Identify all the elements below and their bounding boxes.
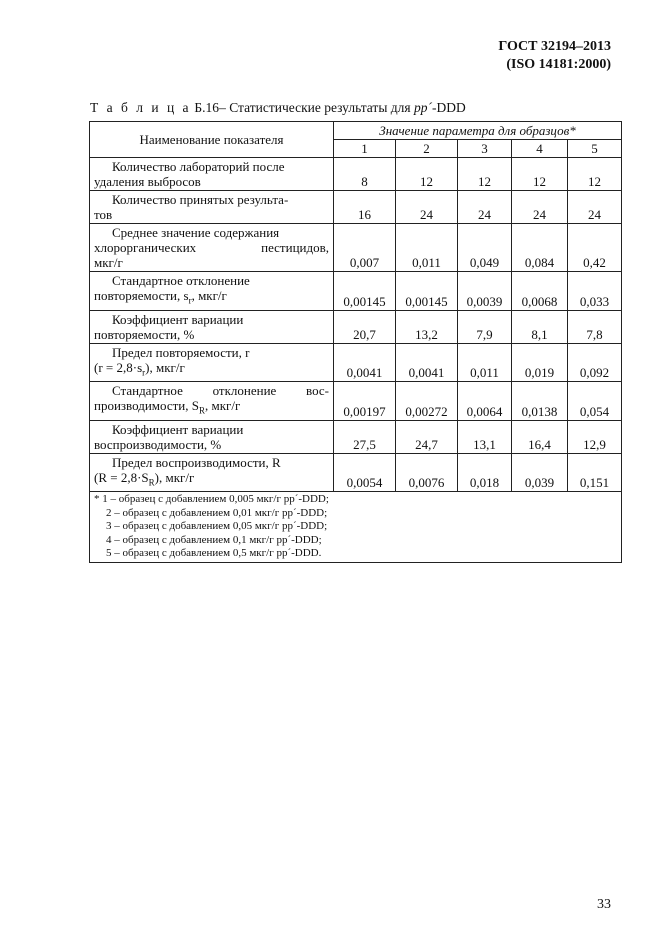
cell-value: 0,092 — [568, 343, 622, 382]
cell-value: 0,42 — [568, 224, 622, 272]
cell-value: 0,084 — [512, 224, 568, 272]
table-row — [90, 224, 622, 272]
cell-value: 12 — [396, 158, 458, 191]
cell-value: 0,011 — [396, 224, 458, 272]
row-name: Стандартное отклонение повторяемости, $s_r$, мкг/г — [90, 272, 334, 311]
cell-value: 0,049 — [458, 224, 512, 272]
cell-value: 0,0076 — [396, 453, 458, 492]
caption-compound-rest: -DDD — [431, 100, 466, 115]
cell-value: 0,019 — [512, 343, 568, 382]
cell-value: 27,5 — [334, 420, 396, 453]
cell-value: 8,1 — [512, 310, 568, 343]
table-row — [90, 453, 622, 492]
cell-value: 12 — [512, 158, 568, 191]
sample-number-header: 4 — [512, 140, 568, 158]
table-row — [90, 382, 622, 421]
cell-value: 0,0041 — [396, 343, 458, 382]
caption-label: Т а б л и ц а — [90, 100, 192, 115]
table-header-row — [90, 122, 622, 140]
cell-value: 0,00145 — [334, 272, 396, 311]
table-row — [90, 272, 622, 311]
cell-value: 0,011 — [458, 343, 512, 382]
cell-value: 13,2 — [396, 310, 458, 343]
cell-value: 16 — [334, 191, 396, 224]
sample-number-header: 1 — [334, 140, 396, 158]
cell-value: 0,151 — [568, 453, 622, 492]
cell-value: 0,0041 — [334, 343, 396, 382]
row-name: Коэффициент вариации повторяемости, % — [90, 310, 334, 343]
note-line: 5 – образец с добавлением 0,5 мкг/г pp´-DDD. — [106, 547, 322, 560]
cell-value: 0,0064 — [458, 382, 512, 421]
note-line: * 1 – образец с добавлением 0,005 мкг/г pp´-DDD; — [94, 493, 329, 506]
table-row — [90, 310, 622, 343]
cell-value: 8 — [334, 158, 396, 191]
cell-value: 0,0068 — [512, 272, 568, 311]
row-name: Коэффициент вариации воспроизводимости, % — [90, 420, 334, 453]
note-line: 4 – образец с добавлением 0,1 мкг/г pp´-DDD; — [106, 533, 322, 546]
cell-value: 13,1 — [458, 420, 512, 453]
standard-header — [498, 38, 611, 74]
samples-group-header: Значение параметра для образцов* — [334, 122, 622, 140]
cell-value: 24 — [512, 191, 568, 224]
cell-value: 0,007 — [334, 224, 396, 272]
row-name: Количество принятых результа- тов — [90, 191, 334, 224]
sample-number-header: 2 — [396, 140, 458, 158]
row-name: Предел воспроизводимости, R $(R = 2,8\cdot S_R)$, мкг/г — [90, 453, 334, 492]
caption-compound: pp´ — [413, 100, 432, 115]
cell-value: 0,054 — [568, 382, 622, 421]
table-caption — [90, 100, 466, 116]
row-name: Количество лабораторий после удаления выбросов — [90, 158, 334, 191]
cell-value: 24 — [458, 191, 512, 224]
cell-value: 0,0138 — [512, 382, 568, 421]
table-row — [90, 191, 622, 224]
cell-value: 24 — [568, 191, 622, 224]
cell-value: 0,0054 — [334, 453, 396, 492]
cell-value: 0,0039 — [458, 272, 512, 311]
cell-value: 7,9 — [458, 310, 512, 343]
caption-number: Б.16 — [194, 100, 220, 115]
cell-value: 7,8 — [568, 310, 622, 343]
cell-value: 0,039 — [512, 453, 568, 492]
cell-value: 0,018 — [458, 453, 512, 492]
table-notes — [90, 492, 622, 563]
table-row — [90, 158, 622, 191]
caption-text: – Статистические результаты для — [219, 100, 414, 115]
cell-value: 0,00272 — [396, 382, 458, 421]
cell-value: 0,00145 — [396, 272, 458, 311]
sample-number-header: 3 — [458, 140, 512, 158]
row-name: Среднее значение содержания хлорорганических пестицидов, мкг/г — [90, 224, 334, 272]
table-row — [90, 420, 622, 453]
row-name: Стандартное отклонение вос- производимости, $S_R$, мкг/г — [90, 382, 334, 421]
standard-number: ГОСТ 32194–2013 — [498, 39, 611, 54]
cell-value: 24,7 — [396, 420, 458, 453]
page-number: 33 — [597, 897, 611, 912]
cell-value: 0,00197 — [334, 382, 396, 421]
param-column-header: Наименование показателя — [90, 122, 334, 158]
notes-row — [90, 492, 622, 563]
iso-number: (ISO 14181:2000) — [506, 57, 611, 72]
sample-number-header: 5 — [568, 140, 622, 158]
cell-value: 24 — [396, 191, 458, 224]
statistics-table — [89, 121, 622, 563]
table-row — [90, 343, 622, 382]
cell-value: 12,9 — [568, 420, 622, 453]
cell-value: 20,7 — [334, 310, 396, 343]
row-name: Предел повторяемости, r $(r = 2,8\cdot s_r)$, мкг/г — [90, 343, 334, 382]
cell-value: 0,033 — [568, 272, 622, 311]
cell-value: 12 — [458, 158, 512, 191]
note-line: 2 – образец с добавлением 0,01 мкг/г pp´-DDD; — [106, 506, 328, 519]
note-line: 3 – образец с добавлением 0,05 мкг/г pp´-DDD; — [106, 520, 328, 533]
cell-value: 12 — [568, 158, 622, 191]
cell-value: 16,4 — [512, 420, 568, 453]
